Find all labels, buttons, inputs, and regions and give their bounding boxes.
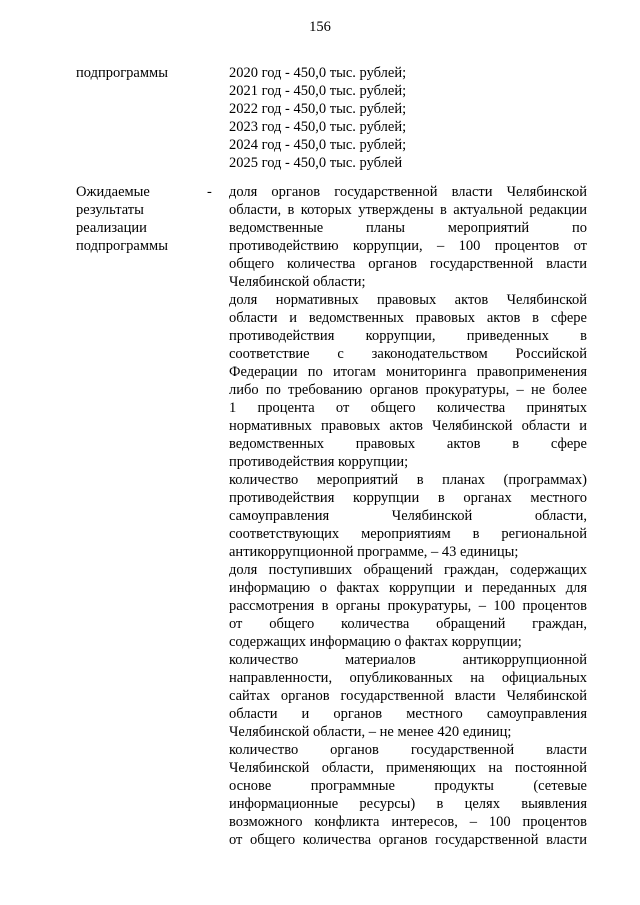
result-line: Федерации по итогам мониторинга правоприменения <box>229 364 587 380</box>
result-line: возможного конфликта интересов, – 100 процентов <box>229 814 587 830</box>
results-label-line: Ожидаемые <box>76 184 150 200</box>
result-line: содержащих информацию о фактах коррупции; <box>229 634 522 650</box>
result-line: сайтах органов государственной власти Челябинской <box>229 688 587 704</box>
results-label-line: реализации <box>76 220 147 236</box>
result-line: количество органов государственной власти <box>229 742 587 758</box>
results-label-line: результаты <box>76 202 144 218</box>
result-line: Челябинской области, – не менее 420 единиц; <box>229 724 512 740</box>
result-line: самоуправления Челябинской области, <box>229 508 587 524</box>
results-label-line: подпрограммы <box>76 238 168 254</box>
funding-values <box>229 64 587 172</box>
result-line: от общего количества обращений граждан, <box>229 616 587 632</box>
funding-line: 2021 год - 450,0 тыс. рублей; <box>229 83 407 99</box>
result-line: направленности, опубликованных на официальных <box>229 670 587 686</box>
result-line: 1 процента от общего количества принятых <box>229 400 587 416</box>
results-dash: - <box>207 184 212 200</box>
result-line: антикоррупционной программе, – 43 единицы; <box>229 544 519 560</box>
funding-line: 2024 год - 450,0 тыс. рублей; <box>229 137 407 153</box>
result-line: информацию о фактах коррупции и переданных для <box>229 580 587 596</box>
results-label <box>76 183 191 255</box>
result-line: количество материалов антикоррупционной <box>229 652 587 668</box>
results-values <box>229 183 587 849</box>
funding-label <box>76 64 191 82</box>
result-line: ведомственных правовых актов в сфере <box>229 436 587 452</box>
result-line: соответствующих мероприятиям в региональной <box>229 526 587 542</box>
result-line: количество мероприятий в планах (программах) <box>229 472 587 488</box>
result-line: общего количества органов государственной власти <box>229 256 587 272</box>
result-line: либо по требованию органов прокуратуры, – не более <box>229 382 587 398</box>
result-line: информационные ресурсы) в целях выявления <box>229 796 587 812</box>
funding-line: 2025 год - 450,0 тыс. рублей <box>229 155 403 171</box>
result-line: противодействия коррупции, приведенных в <box>229 328 587 344</box>
result-line: основе программные продукты (сетевые <box>229 778 587 794</box>
page-number: 156 <box>309 19 331 35</box>
result-line: от общего количества органов государственной власти <box>229 832 587 848</box>
funding-line: 2020 год - 450,0 тыс. рублей; <box>229 65 407 81</box>
result-line: области и ведомственных правовых актов в сфере <box>229 310 587 326</box>
funding-line: 2022 год - 450,0 тыс. рублей; <box>229 101 407 117</box>
result-line: Челябинской области; <box>229 274 366 290</box>
result-line: области, в которых утверждены в актуальной редакции <box>229 202 587 218</box>
result-line: доля поступивших обращений граждан, содержащих <box>229 562 587 578</box>
funding-line: 2023 год - 450,0 тыс. рублей; <box>229 119 407 135</box>
result-line: противодействия коррупции в органах местного <box>229 490 587 506</box>
result-line: доля нормативных правовых актов Челябинской <box>229 292 587 308</box>
result-line: области и органов местного самоуправления <box>229 706 587 722</box>
result-line: нормативных правовых актов Челябинской области и <box>229 418 587 434</box>
funding-label-line: подпрограммы <box>76 65 168 81</box>
result-line: доля органов государственной власти Челябинской <box>229 184 587 200</box>
result-line: рассмотрения в органы прокуратуры, – 100 процентов <box>229 598 587 614</box>
result-line: соответствие с законодательством Российской <box>229 346 587 362</box>
result-line: Челябинской области, применяющих на постоянной <box>229 760 587 776</box>
result-line: ведомственные планы мероприятий по <box>229 220 587 236</box>
result-line: противодействия коррупции; <box>229 454 409 470</box>
result-line: противодействию коррупции, – 100 процентов от <box>229 238 587 254</box>
